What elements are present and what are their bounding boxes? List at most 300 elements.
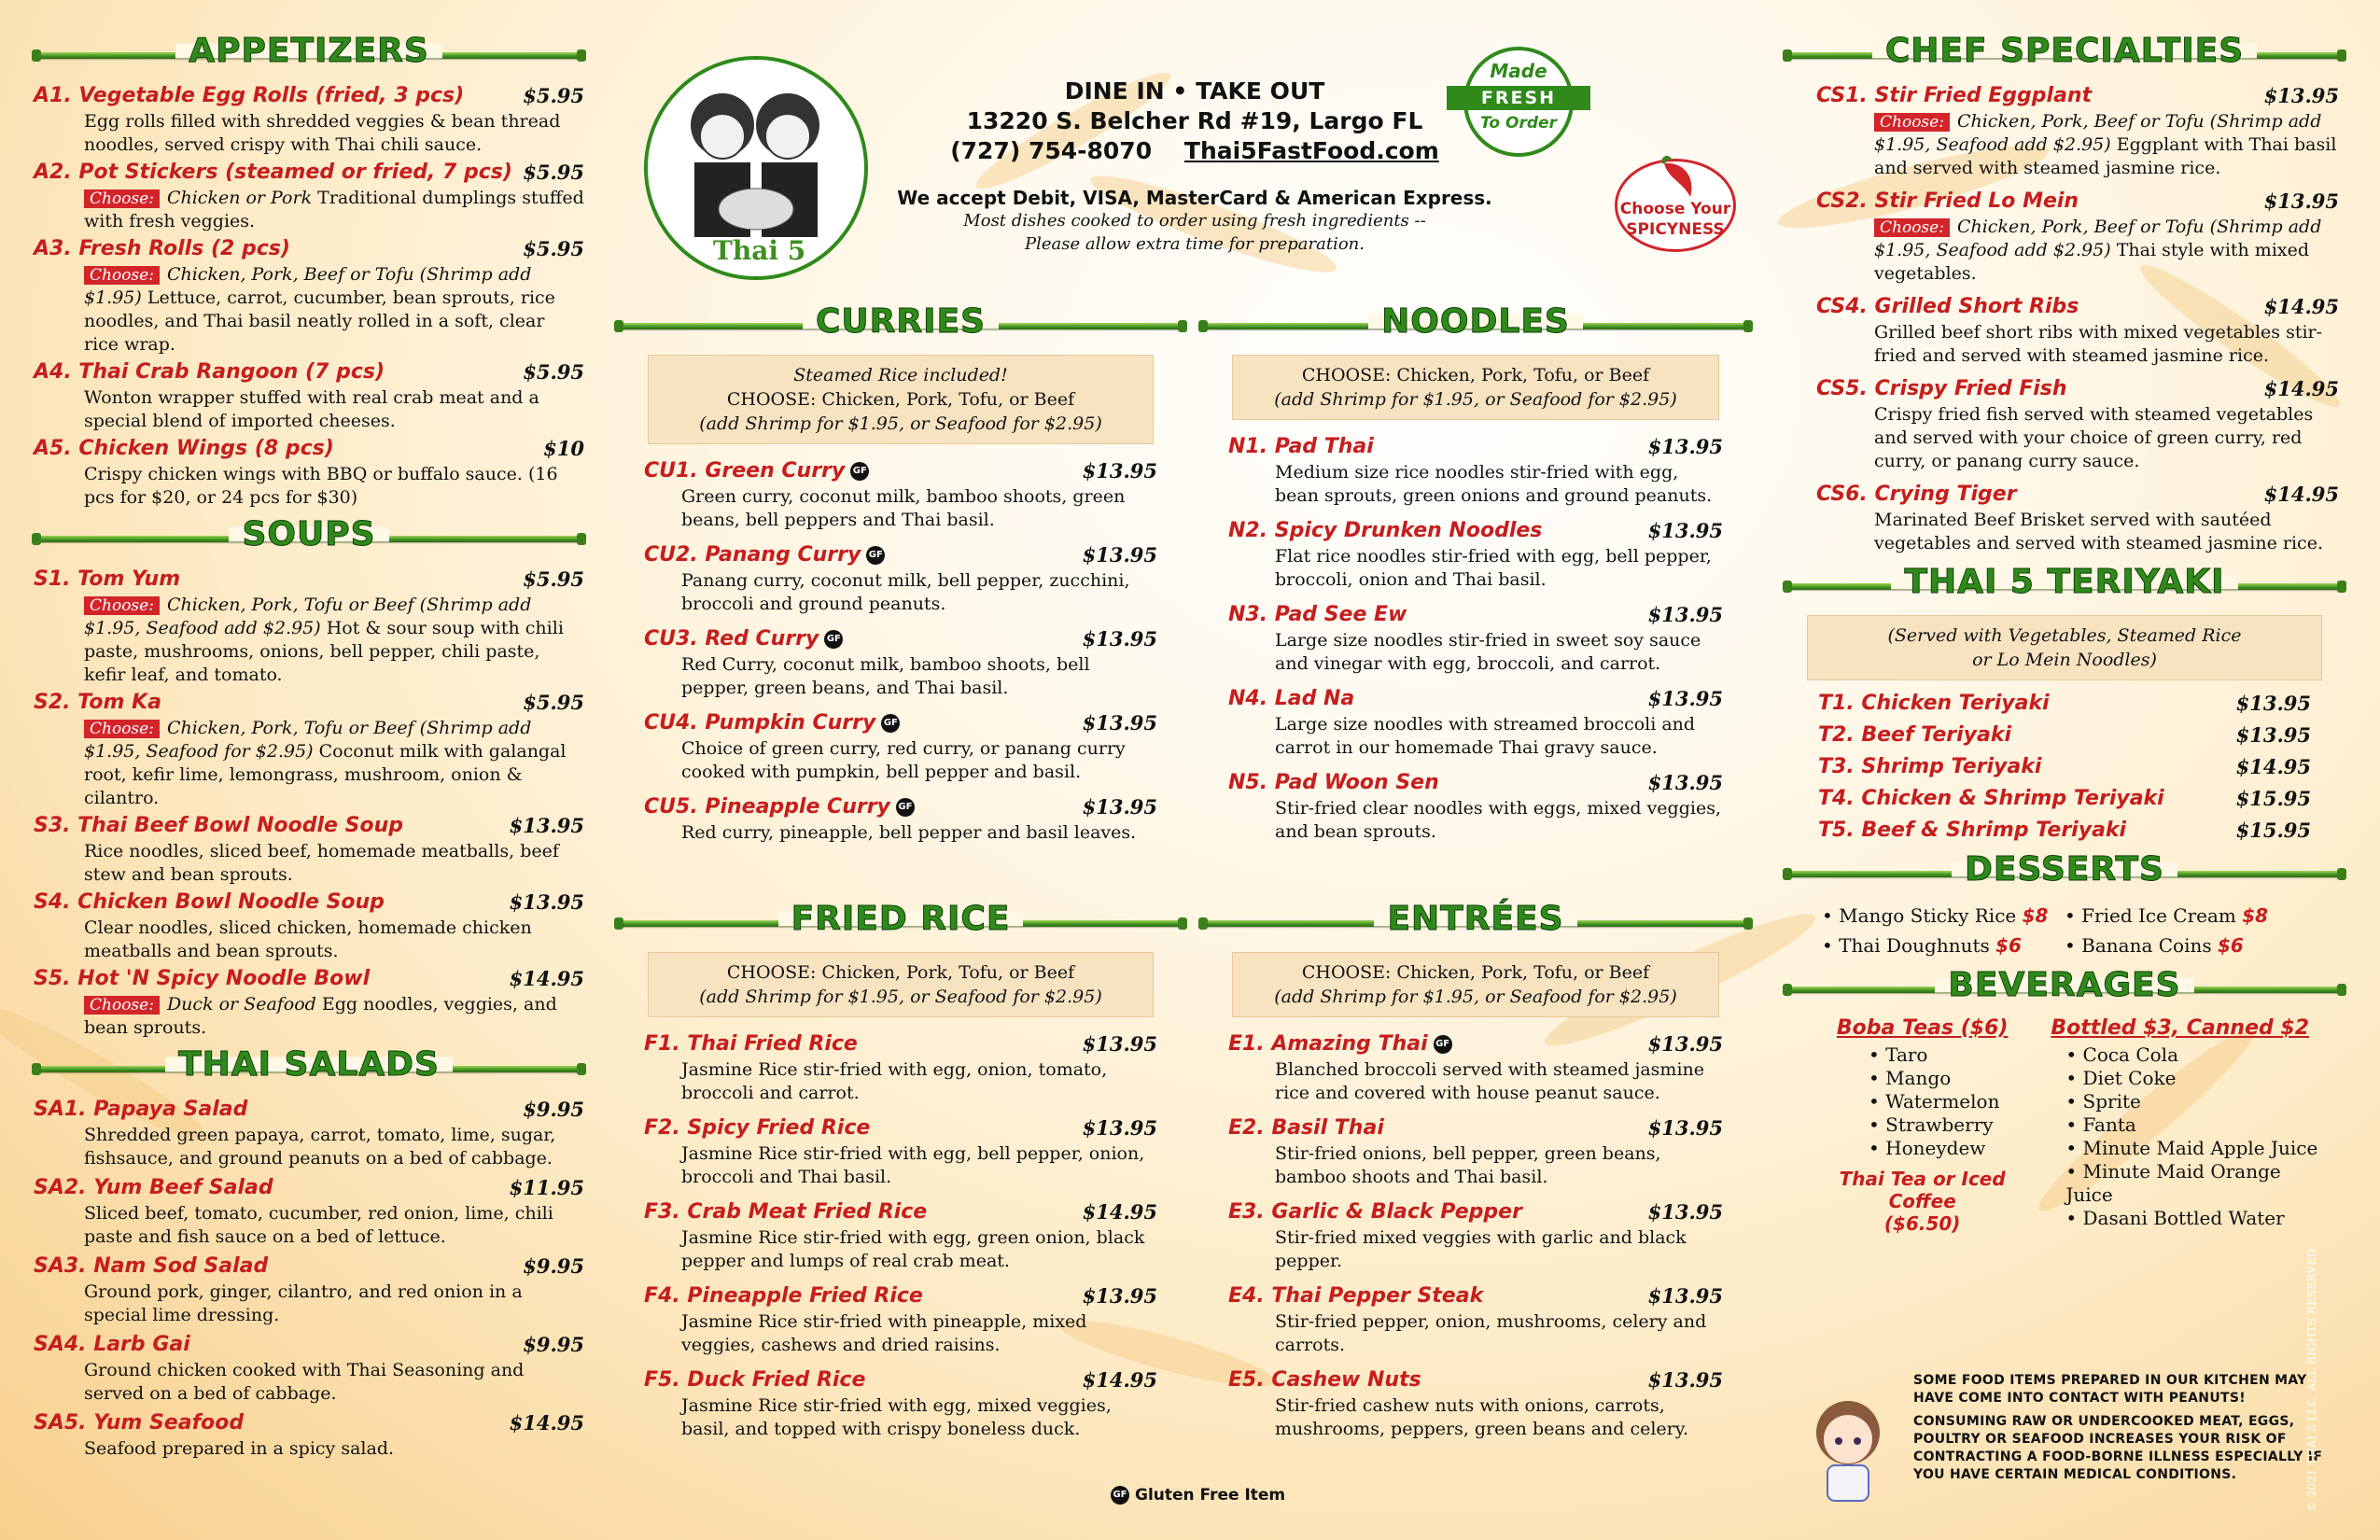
menu-item-title xyxy=(644,1366,1157,1394)
choose-label: Choose: xyxy=(84,720,160,738)
menu-item-title xyxy=(1816,293,2339,321)
menu-item-title xyxy=(644,625,1157,653)
description-text: Panang curry, coconut milk, bell pepper, zucchini, broccoli and ground peanuts. xyxy=(681,570,1130,614)
description-text: Egg noodles, veggies, and bean sprouts. xyxy=(84,994,557,1038)
choose-label: Choose: xyxy=(84,996,160,1015)
dessert-item[interactable]: • Fried Ice Cream $8 xyxy=(2065,904,2269,927)
menu-item[interactable] xyxy=(1228,1198,1723,1273)
made-fresh-badge: Made FRESH To Order xyxy=(1463,47,1574,157)
menu-item-name: T2. Beef Teriyaki xyxy=(1818,723,2012,747)
menu-item-description xyxy=(1228,1226,1723,1273)
menu-item[interactable] xyxy=(644,709,1157,784)
menu-item-price: $14.95 xyxy=(1082,1200,1157,1224)
beverage-item[interactable]: • Watermelon xyxy=(1869,1090,2041,1113)
menu-item[interactable] xyxy=(34,159,584,233)
section-title: CHEF SPECIALTIES xyxy=(1872,32,2257,70)
menu-item-name: E2. Basil Thai xyxy=(1228,1116,1384,1140)
menu-item-title xyxy=(34,566,584,594)
bottled-list xyxy=(2051,1043,2326,1230)
thai-tea-price: ($6.50) xyxy=(1883,1212,1961,1235)
menu-item-price: $13.95 xyxy=(1082,1116,1157,1140)
menu-item-name: CU1. Green Curry xyxy=(644,459,846,483)
menu-item-description xyxy=(1816,509,2339,555)
menu-item-name: F1. Thai Fried Rice xyxy=(644,1032,858,1056)
description-text: Sliced beef, tomato, cucumber, red onion, lime, chili paste and fish sauce on a bed of lettuce. xyxy=(84,1203,553,1247)
address: 13220 S. Belcher Rd #19, Largo FL xyxy=(966,107,1423,134)
dessert-price: $8 xyxy=(2242,904,2269,927)
menu-item[interactable] xyxy=(1818,753,2311,781)
menu-item-name: CU5. Pineapple Curry xyxy=(644,795,890,819)
beverage-item[interactable]: • Minute Maid Apple Juice xyxy=(2065,1137,2326,1160)
menu-item-description xyxy=(644,485,1157,532)
menu-item-price: $13.95 xyxy=(1647,603,1723,626)
allergy-warning xyxy=(1801,1372,2343,1512)
menu-item-price: $13.95 xyxy=(1647,771,1723,794)
menu-item-price: $13.95 xyxy=(1082,795,1157,819)
soups-header xyxy=(34,515,584,562)
menu-item[interactable] xyxy=(1228,601,1723,676)
logo-text: Thai 5 xyxy=(713,235,806,266)
menu-item-title xyxy=(1228,1198,1723,1226)
menu-item-price: $13.95 xyxy=(1647,435,1723,458)
cooking-note-1: Most dishes cooked to order using fresh ingredients -- xyxy=(963,211,1426,231)
description-text: Hot & sour soup with chili paste, mushrooms, onions, bell pepper, chili paste, kefir leaf, and tomato. xyxy=(84,618,564,685)
menu-item-price: $13.95 xyxy=(1082,711,1157,735)
menu-item-name: T5. Beef & Shrimp Teriyaki xyxy=(1818,819,2127,842)
gluten-free-legend: GF Gluten Free Item xyxy=(1111,1486,1285,1505)
menu-item-name: S4. Chicken Bowl Noodle Soup xyxy=(34,890,385,914)
soups-list xyxy=(34,566,584,1040)
payment-methods: We accept Debit, VISA, MasterCard & American Express. xyxy=(897,187,1492,209)
phone-and-site xyxy=(896,136,1493,166)
menu-item-price: $14.95 xyxy=(2263,295,2339,318)
menu-item-name: S5. Hot 'N Spicy Noodle Bowl xyxy=(34,967,371,990)
menu-item[interactable] xyxy=(1228,517,1723,592)
menu-item-description xyxy=(644,1226,1157,1273)
dessert-item[interactable]: • Banana Coins $6 xyxy=(2065,934,2244,957)
menu-item-name-wrap xyxy=(1228,1030,1452,1058)
description-text: Seafood prepared in a spicy salad. xyxy=(84,1438,395,1459)
menu-item-name: SA1. Papaya Salad xyxy=(34,1098,248,1121)
description-text: Jasmine Rice stir-fried with pineapple, mixed veggies, cashews and dried raisins. xyxy=(681,1311,1087,1355)
menu-item-price: $13.95 xyxy=(1647,687,1723,710)
gluten-free-icon: GF xyxy=(1111,1486,1129,1505)
column-center-right xyxy=(1200,297,1751,853)
chili-pepper-icon xyxy=(1655,154,1701,201)
beverage-item[interactable]: • Honeydew xyxy=(1869,1137,2041,1160)
menu-item-name-wrap xyxy=(644,457,869,485)
description-text: Ground chicken cooked with Thai Seasoning and served on a bed of cabbage. xyxy=(84,1360,525,1404)
menu-item-description xyxy=(1816,403,2339,473)
curries-list xyxy=(616,457,1185,845)
description-text: Rice noodles, sliced beef, homemade meatballs, beef stew and bean sprouts. xyxy=(84,841,559,885)
menu-item-name: A2. Pot Stickers (steamed or fried, 7 pcs) xyxy=(34,161,512,184)
menu-item-price: $5.95 xyxy=(523,84,584,107)
menu-item-name: E3. Garlic & Black Pepper xyxy=(1228,1200,1522,1224)
menu-item-title xyxy=(34,1331,584,1359)
menu-item-description xyxy=(644,1142,1157,1189)
peanut-warning: SOME FOOD ITEMS PREPARED IN OUR KITCHEN MAY HAVE COME INTO CONTACT WITH PEANUTS! xyxy=(1913,1373,2307,1406)
choose-options: Chicken, Pork, Beef or Tofu (Shrimp add $1.95) xyxy=(84,264,532,308)
menu-item-price: $11.95 xyxy=(509,1176,584,1199)
menu-item-title xyxy=(1228,1366,1723,1394)
menu-item-price: $14.95 xyxy=(2263,377,2339,400)
menu-item[interactable] xyxy=(1816,293,2339,368)
choose-options: Chicken, Pork, Beef or Tofu (Shrimp add $1.95, Seafood add $2.95) xyxy=(1874,111,2322,155)
section-title: SOUPS xyxy=(229,515,388,553)
anime-girl-icon xyxy=(1801,1391,1895,1503)
menu-item-price: $13.95 xyxy=(1082,459,1157,483)
beverage-item[interactable]: • Mango xyxy=(1869,1067,2041,1090)
menu-item[interactable] xyxy=(644,1366,1157,1441)
menu-item-title xyxy=(1818,690,2311,718)
chef-list xyxy=(1785,82,2345,555)
description-text: Egg rolls filled with shredded veggies & bean thread noodles, served crispy with Thai chili sauce. xyxy=(84,111,561,155)
menu-item[interactable] xyxy=(34,566,584,687)
menu-item-title xyxy=(1816,188,2339,216)
description-text: Jasmine Rice stir-fried with egg, onion, tomato, broccoli and carrot. xyxy=(681,1059,1108,1103)
menu-item[interactable] xyxy=(1818,785,2311,813)
menu-item-name: F3. Crab Meat Fried Rice xyxy=(644,1200,928,1224)
section-title: NOODLES xyxy=(1368,302,1583,341)
menu-item[interactable] xyxy=(1228,1030,1723,1105)
description-text: Ground pork, ginger, cilantro, and red onion in a special lime dressing. xyxy=(84,1281,523,1325)
menu-item-title xyxy=(1816,82,2339,110)
menu-item-price: $13.95 xyxy=(1082,543,1157,567)
menu-item-title xyxy=(34,435,584,463)
noodles-header xyxy=(1200,302,1751,349)
copyright: © 2021 THAI 5 LLC. ALL RIGHTS RESERVED. xyxy=(2305,1245,2318,1512)
friedrice-choose-box: CHOOSE: Chicken, Pork, Tofu, or Beef (add Shrimp for $1.95, or Seafood for $2.95) xyxy=(648,952,1154,1017)
menu-item[interactable] xyxy=(34,812,584,887)
menu-item-title xyxy=(34,235,584,263)
menu-item-description xyxy=(1228,713,1723,760)
menu-item[interactable] xyxy=(1228,1366,1723,1441)
menu-item[interactable] xyxy=(644,1030,1157,1105)
menu-item-title xyxy=(1228,769,1723,797)
menu-item-description xyxy=(644,653,1157,700)
menu-item-price: $14.95 xyxy=(509,967,584,990)
beverage-item[interactable]: • Dasani Bottled Water xyxy=(2065,1207,2326,1230)
salads-list xyxy=(34,1096,584,1461)
menu-item-name: N2. Spicy Drunken Noodles xyxy=(1228,519,1543,542)
gluten-free-icon: GF xyxy=(881,714,900,733)
noodles-choose-box: CHOOSE: Chicken, Pork, Tofu, or Beef (add Shrimp for $1.95, or Seafood for $2.95) xyxy=(1232,355,1719,420)
menu-item[interactable] xyxy=(34,435,584,510)
menu-item[interactable] xyxy=(644,625,1157,700)
menu-item-title xyxy=(34,1174,584,1202)
menu-item-price: $13.95 xyxy=(1082,1284,1157,1308)
description-text: Coconut milk with galangal root, kefir lime, lemongrass, mushroom, onion & cilantro. xyxy=(84,741,567,808)
beverage-item[interactable]: • Sprite xyxy=(2065,1090,2326,1113)
menu-item-name: A5. Chicken Wings (8 pcs) xyxy=(34,437,334,460)
menu-item[interactable] xyxy=(1818,817,2311,845)
beverage-item[interactable]: • Diet Coke xyxy=(2065,1067,2326,1090)
menu-item-price: $13.95 xyxy=(2263,189,2339,213)
menu-item-title xyxy=(644,709,1157,737)
menu-item-description xyxy=(1228,1142,1723,1189)
gluten-free-icon: GF xyxy=(1434,1035,1452,1054)
menu-item-title xyxy=(644,1030,1157,1058)
choose-options: Chicken, Pork, Tofu or Beef (Shrimp add $1.95, Seafood for $2.95) xyxy=(84,718,532,762)
menu-item-name: E5. Cashew Nuts xyxy=(1228,1368,1421,1392)
menu-item-description xyxy=(34,993,584,1040)
menu-item[interactable] xyxy=(1818,721,2311,749)
menu-item[interactable] xyxy=(1228,433,1723,508)
column-center-left xyxy=(616,297,1185,854)
menu-item-description xyxy=(1228,461,1723,508)
description-text: Eggplant with Thai basil and served with steamed jasmine rice. xyxy=(1874,134,2337,178)
menu-item-title xyxy=(1228,601,1723,629)
cooking-note-2: Please allow extra time for preparation. xyxy=(1025,234,1365,254)
description-text: Large size noodles stir-fried in sweet soy sauce and vinegar with egg, broccoli, and carrot. xyxy=(1275,630,1701,674)
menu-item[interactable] xyxy=(1228,1282,1723,1357)
menu-item-price: $9.95 xyxy=(523,1254,584,1278)
menu-item[interactable] xyxy=(34,965,584,1040)
section-title: DESSERTS xyxy=(1952,850,2177,889)
menu-item-name: N4. Lad Na xyxy=(1228,687,1355,710)
choose-label: Choose: xyxy=(1874,113,1950,132)
menu-item[interactable] xyxy=(644,1282,1157,1357)
menu-item-title xyxy=(644,457,1157,485)
menu-item-price: $10 xyxy=(543,437,584,460)
menu-item-title xyxy=(1228,685,1723,713)
gluten-free-icon: GF xyxy=(850,462,869,481)
description-text: Flat rice noodles stir-fried with egg, bell pepper, broccoli, onion and Thai basil. xyxy=(1275,546,1712,590)
appetizers-list xyxy=(34,82,584,510)
menu-item-title xyxy=(34,1096,584,1124)
menu-item-price: $13.95 xyxy=(1647,1200,1723,1224)
beverage-item[interactable]: • Strawberry xyxy=(1869,1113,2041,1137)
logo xyxy=(644,56,868,280)
menu-item-description xyxy=(34,1359,584,1406)
menu-item[interactable] xyxy=(1228,769,1723,844)
noodles-list xyxy=(1200,433,1751,844)
thai-tea: Thai Tea or Iced Coffee xyxy=(1839,1168,2006,1212)
menu-item-price: $9.95 xyxy=(523,1333,584,1356)
menu-item-price: $13.95 xyxy=(1082,1032,1157,1056)
menu-item-title xyxy=(644,1198,1157,1226)
menu-item-title xyxy=(1228,1282,1723,1310)
menu-item-description xyxy=(644,737,1157,784)
menu-item-name: CS2. Stir Fried Lo Mein xyxy=(1816,189,2079,213)
salads-header xyxy=(34,1045,584,1092)
teriyaki-list xyxy=(1785,690,2345,845)
menu-item-description xyxy=(34,1437,584,1461)
menu-item-price: $13.95 xyxy=(2235,692,2311,715)
menu-item[interactable] xyxy=(1816,82,2339,180)
menu-item[interactable] xyxy=(1228,685,1723,760)
menu-item-name: A4. Thai Crab Rangoon (7 pcs) xyxy=(34,360,385,384)
description-text: Green curry, coconut milk, bamboo shoots, green beans, bell peppers and Thai basil. xyxy=(681,486,1126,530)
menu-item-title xyxy=(644,541,1157,569)
menu-item-title xyxy=(34,889,584,917)
dessert-item[interactable]: • Mango Sticky Rice $8 xyxy=(1822,904,2049,927)
menu-item[interactable] xyxy=(34,82,584,157)
beverage-item[interactable]: • Minute Maid Orange Juice xyxy=(2065,1160,2326,1207)
menu-item-name: S2. Tom Ka xyxy=(34,691,161,714)
menu-item[interactable] xyxy=(34,358,584,433)
menu-item-name: S1. Tom Yum xyxy=(34,567,181,591)
menu-item-description xyxy=(34,1202,584,1249)
column-fried-rice xyxy=(616,894,1185,1450)
menu-item-name: E1. Amazing Thai xyxy=(1228,1032,1428,1056)
menu-item-description xyxy=(1228,1394,1723,1441)
beverage-item[interactable]: • Fanta xyxy=(2065,1113,2326,1137)
menu-item-title xyxy=(34,1409,584,1437)
payment-info xyxy=(840,187,1549,256)
gluten-free-icon: GF xyxy=(896,798,915,817)
menu-item[interactable] xyxy=(1816,188,2339,286)
menu-item-title xyxy=(644,1282,1157,1310)
dessert-name: Fried Ice Cream xyxy=(2081,904,2236,927)
menu-item-description xyxy=(1816,216,2339,286)
menu-item-description xyxy=(34,1281,584,1327)
dessert-price: $8 xyxy=(2022,904,2049,927)
appetizers-header xyxy=(34,32,584,78)
description-text: Crispy chicken wings with BBQ or buffalo sauce. (16 pcs for $20, or 24 pcs for $30) xyxy=(84,464,558,508)
description-text: Clear noodles, sliced chicken, homemade chicken meatballs and bean sprouts. xyxy=(84,917,532,961)
menu-item-name-wrap xyxy=(644,625,843,653)
menu-item[interactable] xyxy=(34,689,584,810)
service-type: DINE IN • TAKE OUT xyxy=(1064,77,1325,105)
menu-item[interactable] xyxy=(34,1331,584,1406)
section-title: FRIED RICE xyxy=(778,900,1024,938)
menu-item-description xyxy=(644,1310,1157,1357)
menu-item-title xyxy=(1816,481,2339,509)
menu-item-title xyxy=(34,82,584,110)
menu-item-name: CU4. Pumpkin Curry xyxy=(644,711,876,735)
menu-item[interactable] xyxy=(34,889,584,963)
description-text: Traditional dumplings stuffed with fresh veggies. xyxy=(84,188,584,231)
dessert-item[interactable]: • Thai Doughnuts $6 xyxy=(1822,934,2022,957)
menu-item-price: $13.95 xyxy=(1647,1116,1723,1140)
menu-item-description xyxy=(34,717,584,810)
choose-options: Chicken, Pork, Beef or Tofu (Shrimp add $1.95, Seafood add $2.95) xyxy=(1874,217,2322,260)
friedrice-header xyxy=(616,900,1185,946)
section-title: THAI 5 TERIYAKI xyxy=(1891,563,2237,601)
menu-item-title xyxy=(34,1253,584,1281)
entrees-header xyxy=(1200,900,1751,946)
menu-item-title xyxy=(644,793,1157,821)
menu-item[interactable] xyxy=(644,1198,1157,1273)
menu-item[interactable] xyxy=(1816,375,2339,473)
menu-item-name: T3. Shrimp Teriyaki xyxy=(1818,755,2042,778)
menu-item-name: F4. Pineapple Fried Rice xyxy=(644,1284,923,1308)
description-text: Stir-fried cashew nuts with onions, carrots, mushrooms, peppers, green beans and celery. xyxy=(1275,1395,1689,1439)
description-text: Lettuce, carrot, cucumber, bean sprouts, rice noodles, and Thai basil neatly rolled in a soft, clear rice wrap. xyxy=(84,287,555,355)
description-text: Stir-fried clear noodles with eggs, mixed veggies, and bean sprouts. xyxy=(1275,798,1721,842)
teriyaki-served-box: (Served with Vegetables, Steamed Rice or Lo Mein Noodles) xyxy=(1807,615,2322,680)
dessert-price: $6 xyxy=(2218,934,2244,957)
bottled-column: Bottled $3, Canned $2 • Coca Cola • Diet Coke • Sprite • Fanta • Minute Maid Apple Juice • Minute Maid Orange Juice • Dasani Bottled Water xyxy=(2051,1016,2326,1235)
description-text: Thai style with mixed vegetables. xyxy=(1874,240,2310,284)
menu-item-name: CS5. Crispy Fried Fish xyxy=(1816,377,2067,400)
menu-item[interactable] xyxy=(34,1174,584,1249)
menu-item-price: $13.95 xyxy=(1647,519,1723,542)
menu-item[interactable] xyxy=(1818,690,2311,718)
menu-item-price: $13.95 xyxy=(509,814,584,837)
section-title: ENTRÉES xyxy=(1374,900,1576,938)
menu-item-price: $13.95 xyxy=(2263,84,2339,107)
friedrice-list xyxy=(616,1030,1185,1441)
section-title: THAI SALADS xyxy=(165,1045,453,1084)
menu-item-price: $15.95 xyxy=(2235,787,2311,810)
menu-item-title xyxy=(1818,817,2311,845)
menu-item-name: E4. Thai Pepper Steak xyxy=(1228,1284,1484,1308)
dessert-price: $6 xyxy=(1995,934,2022,957)
menu-item-description xyxy=(1228,1310,1723,1357)
description-text: Shredded green papaya, carrot, tomato, lime, sugar, fishsauce, and ground peanuts on a bed of cabbage. xyxy=(84,1125,556,1169)
column-right xyxy=(1785,26,2345,1235)
beverage-item[interactable]: • Taro xyxy=(1869,1043,2041,1067)
description-text: Wonton wrapper stuffed with real crab meat and a special blend of imported cheeses. xyxy=(84,387,539,431)
menu-item-price: $14.95 xyxy=(509,1411,584,1435)
teriyaki-header xyxy=(1785,563,2345,609)
menu-item-name: S3. Thai Beef Bowl Noodle Soup xyxy=(34,814,404,837)
menu-item[interactable] xyxy=(1816,481,2339,555)
menu-item-price: $5.95 xyxy=(523,360,584,384)
description-text: Marinated Beef Brisket served with sautéed vegetables and served with steamed jasmine rice. xyxy=(1874,510,2323,553)
menu-item-price: $14.95 xyxy=(2263,483,2339,506)
menu-item-price: $9.95 xyxy=(523,1098,584,1121)
curries-header xyxy=(616,302,1185,349)
entrees-choose-box: CHOOSE: Chicken, Pork, Tofu, or Beef (add Shrimp for $1.95, or Seafood for $2.95) xyxy=(1232,952,1719,1017)
beverages-header xyxy=(1785,966,2345,1013)
menu-item-title xyxy=(1228,433,1723,461)
menu-item[interactable] xyxy=(34,1409,584,1461)
food-illness-warning: CONSUMING RAW OR UNDERCOOKED MEAT, EGGS, POULTRY OR SEAFOOD INCREASES YOUR RISK OF CONTRACTING A FOOD-BORNE ILLNESS ESPECIALLY IF YOU HAVE CERTAIN MEDICAL CONDITIONS. xyxy=(1913,1414,2323,1482)
menu-item-name: CS1. Stir Fried Eggplant xyxy=(1816,84,2093,107)
section-title: APPETIZERS xyxy=(175,32,442,70)
menu-item-name: T4. Chicken & Shrimp Teriyaki xyxy=(1818,787,2164,810)
menu-item-name: SA5. Yum Seafood xyxy=(34,1411,245,1435)
menu-item-description xyxy=(34,917,584,963)
menu-item-price: $13.95 xyxy=(1647,1032,1723,1056)
menu-item-description xyxy=(644,1394,1157,1441)
menu-item-name-wrap xyxy=(644,793,915,821)
menu-item-title xyxy=(1228,1030,1723,1058)
menu-item-description xyxy=(1228,797,1723,844)
menu-item[interactable] xyxy=(644,541,1157,616)
menu-item[interactable] xyxy=(34,235,584,357)
menu-item[interactable] xyxy=(34,1096,584,1170)
menu-item-price: $13.95 xyxy=(2235,723,2311,747)
menu-item-description xyxy=(644,821,1157,845)
description-text: Stir-fried onions, bell pepper, green beans, bamboo shoots and Thai basil. xyxy=(1275,1143,1661,1187)
menu-item-price: $13.95 xyxy=(1647,1368,1723,1392)
menu-item-name: CU2. Panang Curry xyxy=(644,543,861,567)
chef-header xyxy=(1785,32,2345,78)
menu-item-title xyxy=(1228,1114,1723,1142)
menu-item-name: SA2. Yum Beef Salad xyxy=(34,1176,273,1199)
choose-options: Duck or Seafood xyxy=(166,994,316,1015)
entrees-list xyxy=(1200,1030,1751,1441)
beverage-item[interactable]: • Coca Cola xyxy=(2065,1043,2326,1067)
description-text: Grilled beef short ribs with mixed vegetables stir-fried and served with steamed jasmine rice. xyxy=(1874,322,2323,366)
menu-item[interactable] xyxy=(644,793,1157,845)
phone[interactable]: (727) 754-8070 xyxy=(950,137,1153,164)
menu-item[interactable] xyxy=(34,1253,584,1327)
website-link[interactable]: Thai5FastFood.com xyxy=(1183,137,1439,164)
menu-item[interactable] xyxy=(644,457,1157,532)
menu-item[interactable] xyxy=(644,1114,1157,1189)
menu-item-description xyxy=(34,110,584,157)
menu-item-title xyxy=(34,965,584,993)
menu-item[interactable] xyxy=(1228,1114,1723,1189)
menu-item-title xyxy=(34,689,584,717)
menu-item-price: $5.95 xyxy=(523,161,584,184)
